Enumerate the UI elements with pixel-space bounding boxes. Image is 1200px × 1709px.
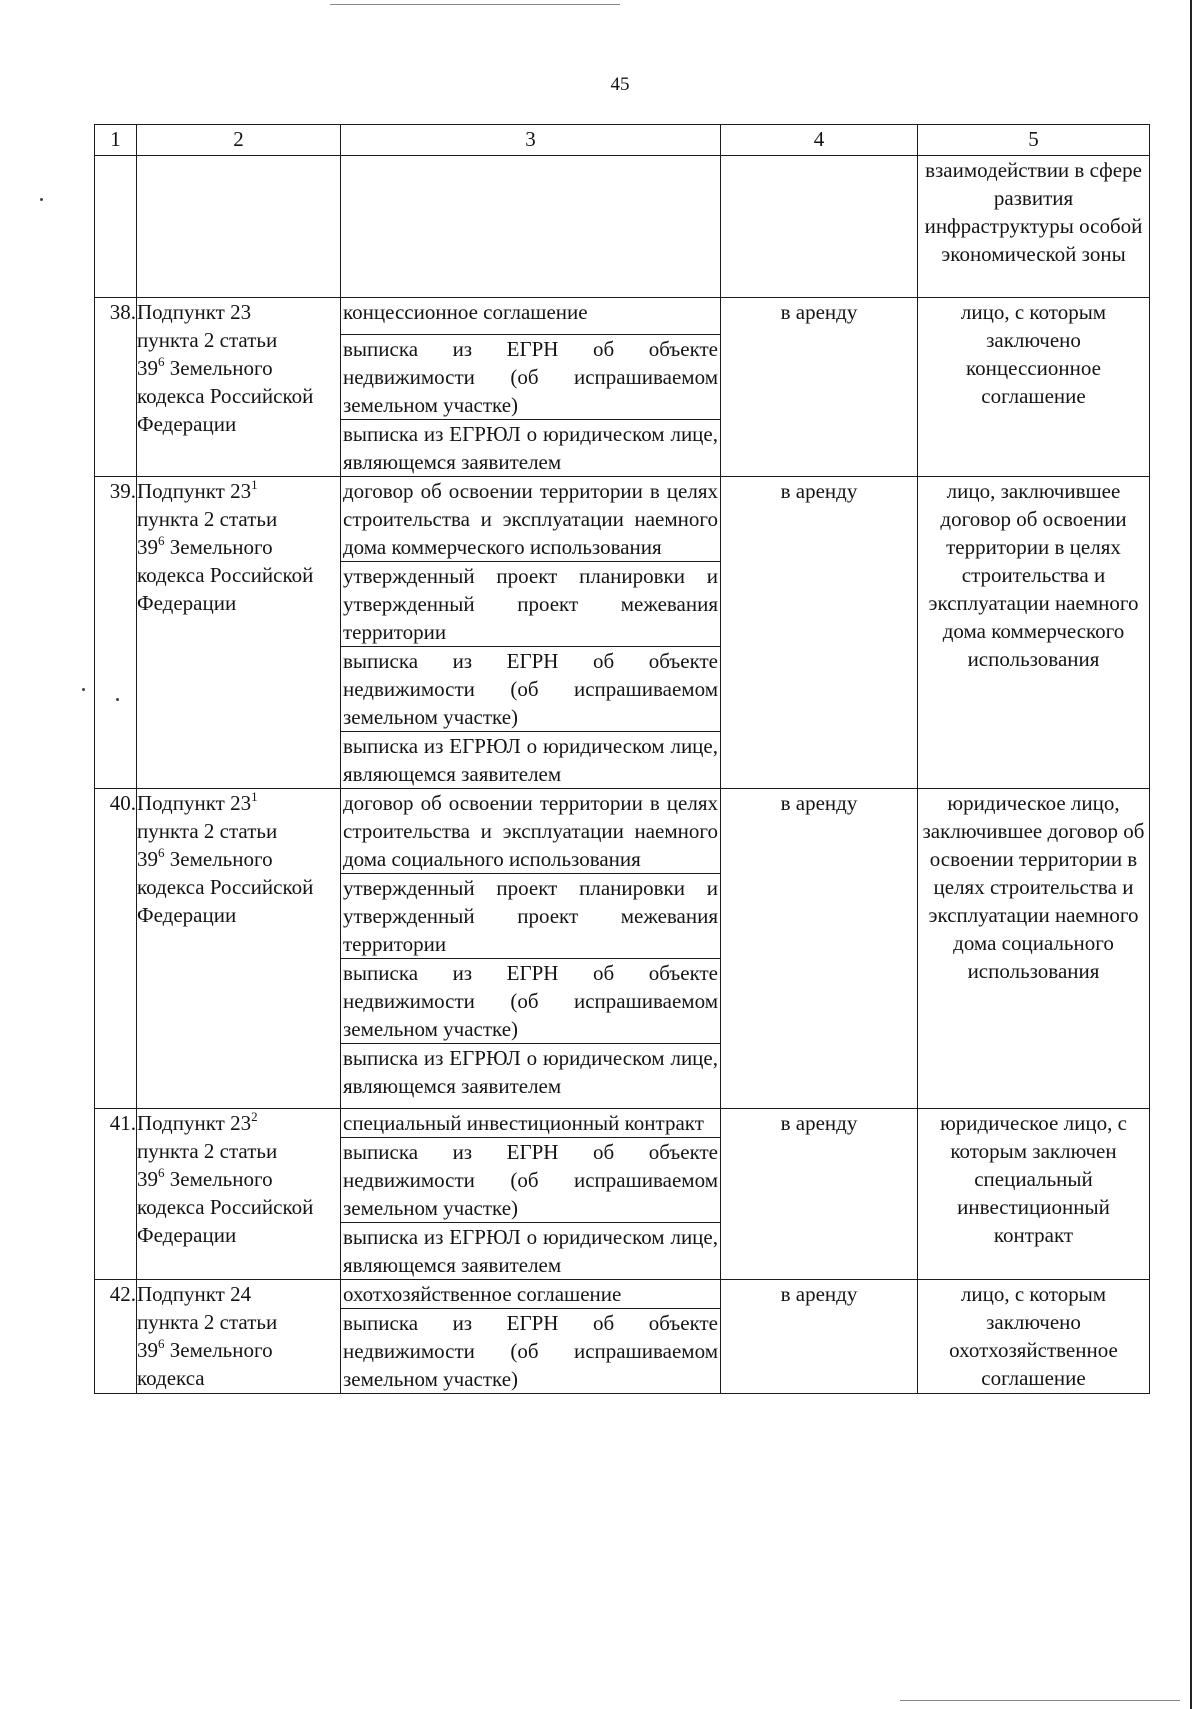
holder-cell: юридическое лицо, с которым заключен специальный инвестиционный контракт: [918, 1109, 1150, 1280]
basis-cell: [137, 1109, 341, 1280]
column-header: 5: [918, 125, 1150, 156]
document-item: выписка из ЕГРН об объекте недвижимости (об испрашиваемом земельном участке): [341, 959, 720, 1044]
basis-line: Подпункт $23^1$: [137, 789, 258, 815]
document-item: выписка из ЕГРЮЛ о юридическом лице, являющемся заявителем: [343, 1225, 718, 1277]
row-number: 39.: [95, 477, 137, 789]
basis-cell: [137, 789, 341, 1109]
column-header: 3: [341, 125, 721, 156]
scan-page-edge: [1190, 0, 1192, 1709]
basis-line: пункта 2 статьи: [137, 328, 278, 352]
documents-cell: [341, 1109, 721, 1280]
basis-line: Подпункт $23^2$: [137, 1109, 258, 1135]
basis-line: $39^6$ Земельного кодекса Российской Федерации: [137, 1165, 314, 1247]
table-row: [95, 477, 1150, 789]
basis-line: пункта 2 статьи: [137, 507, 278, 531]
provision-type: в аренду: [721, 298, 918, 477]
basis-line: Подпункт 24: [137, 1282, 252, 1306]
document-item: концессионное соглашение: [341, 298, 720, 335]
document-item: выписка из ЕГРЮЛ о юридическом лице, являющемся заявителем: [343, 422, 718, 474]
document-item: выписка из ЕГРН об объекте недвижимости (об испрашиваемом земельном участке): [343, 1311, 718, 1391]
basis-line: Подпункт $23^1$: [137, 477, 258, 503]
basis-line: пункта 2 статьи: [137, 1310, 278, 1334]
table-header-row: [95, 125, 1150, 156]
provision-type: в аренду: [721, 1109, 918, 1280]
provision-type: в аренду: [721, 477, 918, 789]
table-row-continuation: [95, 156, 1150, 298]
provision-type: в аренду: [721, 1280, 918, 1394]
document-item: выписка из ЕГРЮЛ о юридическом лице, являющемся заявителем: [343, 734, 718, 786]
documents-cell: [341, 789, 721, 1109]
document-item: договор об освоении территории в целях строительства и эксплуатации наемного дома социального использования: [341, 789, 720, 874]
basis-line: $39^6$ Земельного кодекса Российской Федерации: [137, 354, 314, 436]
scan-top-rule: [330, 4, 620, 5]
basis-cell: [137, 477, 341, 789]
table-row: [95, 789, 1150, 1109]
document-item: выписка из ЕГРН об объекте недвижимости (об испрашиваемом земельном участке): [341, 335, 720, 420]
row-number: 38.: [95, 298, 137, 477]
basis-line: пункта 2 статьи: [137, 1139, 278, 1163]
document-item: выписка из ЕГРН об объекте недвижимости (об испрашиваемом земельном участке): [341, 647, 720, 732]
document-item: договор об освоении территории в целях строительства и эксплуатации наемного дома коммерческого использования: [341, 477, 720, 562]
table-row: [95, 1109, 1150, 1280]
basis-line: $39^6$ Земельного кодекса Российской Федерации: [137, 845, 314, 927]
document-item: специальный инвестиционный контракт: [341, 1109, 720, 1138]
holder-cell: взаимодействии в сфере развития инфраструктуры особой экономической зоны: [918, 156, 1150, 298]
row-number: 40.: [95, 789, 137, 1109]
column-header: 1: [95, 125, 137, 156]
column-header: 2: [137, 125, 341, 156]
table-row: [95, 298, 1150, 477]
documents-cell: [341, 298, 721, 477]
scan-speck: [40, 198, 43, 201]
holder-cell: лицо, с которым заключено охотхозяйственное соглашение: [918, 1280, 1150, 1394]
basis-cell: [137, 156, 341, 298]
documents-cell: [341, 477, 721, 789]
scan-bottom-rule: [900, 1700, 1180, 1701]
basis-line: $39^6$ Земельного кодекса: [137, 1336, 273, 1390]
provision-type-cell: [721, 156, 918, 298]
column-header: 4: [721, 125, 918, 156]
documents-table: [94, 124, 1150, 1394]
document-item: утвержденный проект планировки и утвержденный проект межевания территории: [341, 562, 720, 647]
row-number: 41.: [95, 1109, 137, 1280]
row-number: 42.: [95, 1280, 137, 1394]
table-row: [95, 1280, 1150, 1394]
basis-line: $39^6$ Земельного кодекса Российской Федерации: [137, 533, 314, 615]
document-item: утвержденный проект планировки и утвержденный проект межевания территории: [341, 874, 720, 959]
provision-type: в аренду: [721, 789, 918, 1109]
basis-line: Подпункт 23: [137, 300, 252, 324]
page-number: 45: [610, 74, 630, 95]
holder-cell: лицо, заключившее договор об освоении территории в целях строительства и эксплуатации наемного дома коммерческого использования: [918, 477, 1150, 789]
document-item: выписка из ЕГРЮЛ о юридическом лице, являющемся заявителем: [343, 1046, 718, 1098]
document-item: выписка из ЕГРН об объекте недвижимости (об испрашиваемом земельном участке): [341, 1138, 720, 1223]
documents-cell: [341, 1280, 721, 1394]
holder-cell: юридическое лицо, заключившее договор об освоении территории в целях строительства и эксплуатации наемного дома социального использования: [918, 789, 1150, 1109]
scan-speck: [82, 688, 85, 691]
document-item: охотхозяйственное соглашение: [341, 1280, 720, 1309]
holder-cell: лицо, с которым заключено концессионное соглашение: [918, 298, 1150, 477]
documents-cell: [341, 156, 721, 298]
basis-line: пункта 2 статьи: [137, 819, 278, 843]
basis-cell: [137, 298, 341, 477]
basis-cell: [137, 1280, 341, 1394]
number-cell: [95, 156, 137, 298]
